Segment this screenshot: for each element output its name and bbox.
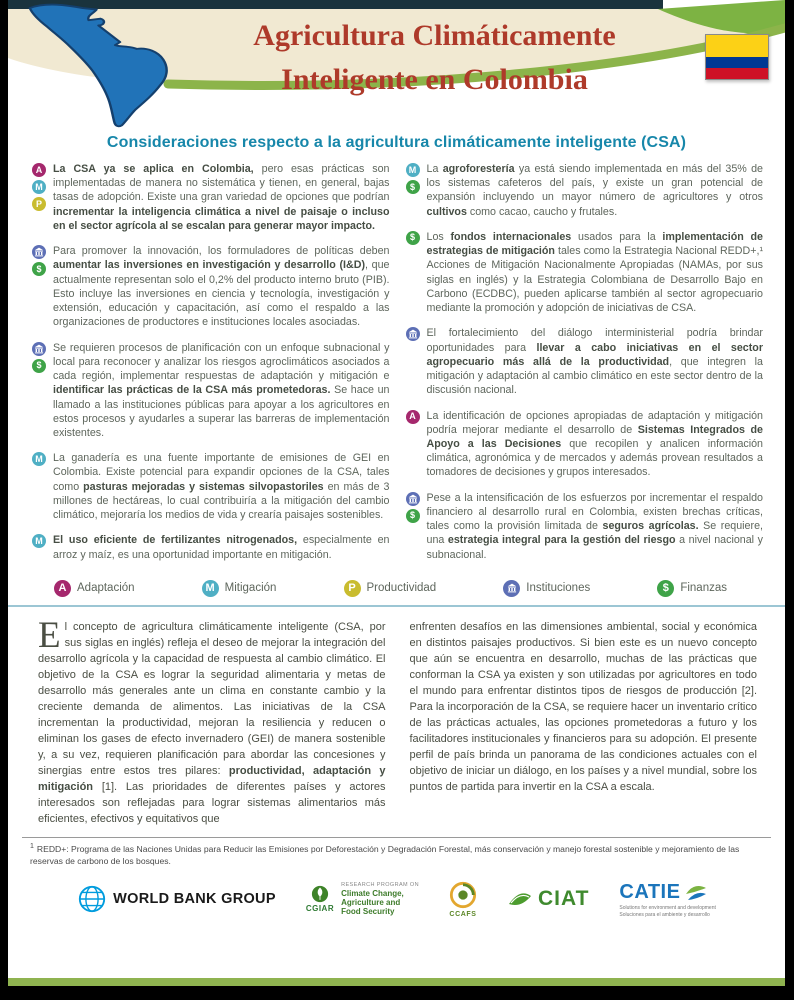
program-line: Food Security <box>341 907 395 917</box>
bullet-icons <box>32 162 46 233</box>
text-segment: pero esas prácticas son implementadas de manera no sistemática y tienen, en general, bajas tasas de adopción. Existe una gran variedad de opciones que podrían <box>53 163 390 204</box>
legend-item-mitigation <box>202 580 277 597</box>
page-title <box>168 14 701 101</box>
adaptation-icon: A <box>32 163 46 177</box>
text-segment: , que integren la mitigación y adaptación al cambio climático en este sector dentro de la discusión nacional. <box>426 355 763 397</box>
footnote-marker: 1 <box>30 843 34 851</box>
key-messages <box>8 152 785 573</box>
finance-icon: $ <box>406 180 420 194</box>
bullet-text <box>427 162 764 219</box>
key-messages-right-column <box>406 162 764 573</box>
text-segment: enfrenten desafíos en las dimensiones ambiental, social y económica en distintos paisajes productivos. Si bien este es un nuevo concepto que aún se encuentra en desarrollo, muchas de las prácticas que conforman la CSA ya existen y son utilizadas por agricultores en todo el mundo para enfrentar distintos tipos de riesgos de producción [2]. Para la incorporación de la CSA, se requiere hacer un inventario crítico de las prácticas actuales, las opciones prometedoras a futuro y los facilitadores institucionales y financieros para su adopción. El presente perfil de país brinda un panorama de las condiciones actuales con el objetivo de iniciar un diálogo, en los países y a nivel mundial, sobre los puntos de partida para invertir en la CSA a escala. <box>409 620 757 794</box>
flag-blue-band <box>706 57 768 68</box>
bullet-item <box>406 162 764 219</box>
text-segment: tales como la Estrategia Nacional REDD+,¹ Acciones de Mitigación Nacionalmente Apropiadas (NAMAs, por sus siglas en inglés) y la Estrategia Colombiana de Desarrollo Bajo en Carbono (ECDBC), pueden aplicarse también al sector agropecuario mediante la promoción y adopción de iniciativas de CSA. <box>426 245 764 315</box>
productivity-icon: P <box>344 580 361 597</box>
cgiar-ccafs-logo <box>306 882 419 916</box>
intro-section <box>8 607 785 828</box>
title-line-2: Inteligente en Colombia <box>281 62 588 96</box>
catie-tagline <box>619 905 715 918</box>
text-segment: Los <box>426 230 451 243</box>
institutions-icon <box>32 342 46 356</box>
legend-label: Instituciones <box>526 582 591 595</box>
text-segment: aumentar las inversiones en investigación y desarrollo (I&D) <box>53 259 366 272</box>
bullet-icons <box>406 409 420 480</box>
ccafs-emblem-icon <box>449 881 477 909</box>
bullet-icons <box>32 244 46 329</box>
colombia-flag-icon <box>705 34 769 80</box>
intro-paragraph-right <box>410 619 758 828</box>
finance-icon: $ <box>657 580 674 597</box>
institutions-icon <box>32 245 46 259</box>
bullet-text <box>53 451 390 522</box>
text-segment: Para promover la innovación, los formuladores de políticas deben <box>53 245 390 258</box>
bullet-icons <box>406 230 420 315</box>
bullet-item <box>406 491 764 562</box>
catie-logo <box>619 880 715 918</box>
program-line: RESEARCH PROGRAM ON <box>341 882 419 889</box>
bullet-text <box>427 326 764 397</box>
institutions-icon <box>406 327 420 341</box>
adaptation-icon: A <box>54 580 71 597</box>
institutions-icon <box>406 492 420 506</box>
text-segment: en más de 3 millones de hectáreas, lo cual contribuiría a la mitigación del cambio climático, mejoraría los medios de vida y crearía paisajes sostenibles. <box>53 480 390 522</box>
text-segment: Se requiere, una <box>426 520 763 547</box>
catie-swirl-icon <box>684 880 708 904</box>
bullet-item <box>406 409 764 480</box>
footnote-text: REDD+: Programa de las Naciones Unidas para Reducir las Emisiones por Deforestación y Degradación Forestal, más conservación y manejo forestal sostenible y mejoramiento de las reservas de carbono de los bosques. <box>30 844 740 867</box>
catie-tagline-line: Soluciones para el ambiente y desarrollo <box>619 911 710 918</box>
institutions-icon <box>503 580 520 597</box>
bullet-item <box>406 326 764 397</box>
bullet-item <box>32 341 390 441</box>
mitigation-icon: M <box>202 580 219 597</box>
finance-icon: $ <box>406 509 420 523</box>
bullet-text <box>427 230 764 315</box>
legend-label: Mitigación <box>224 582 277 595</box>
text-segment: pasturas mejoradas y sistemas silvopastoriles <box>83 480 324 493</box>
flag-red-band <box>706 68 768 79</box>
adaptation-icon: A <box>406 410 420 424</box>
text-segment: fondos internacionales <box>450 230 572 243</box>
program-line: Agriculture and <box>341 897 401 907</box>
bullet-item <box>32 533 390 561</box>
finance-icon: $ <box>32 262 46 276</box>
intro-left-text <box>38 614 386 826</box>
world-bank-label: WORLD BANK GROUP <box>113 891 276 908</box>
ccafs-logo <box>449 881 477 918</box>
text-segment: [1]. Las prioridades de diferentes países y actores interesados son reflejadas para lograr sistemas alimentarios más eficientes, efectivos y equitativos que <box>38 781 386 826</box>
page-header <box>8 0 785 130</box>
latin-america-map-icon <box>20 2 172 129</box>
bullet-item <box>32 451 390 522</box>
catie-row <box>619 880 708 904</box>
intro-paragraph-left <box>38 614 386 828</box>
mitigation-icon: M <box>32 534 46 548</box>
bullet-text <box>427 491 764 562</box>
bullet-text <box>53 533 390 561</box>
legend-label: Adaptación <box>77 582 135 595</box>
text-segment: , que actualmente representan solo el 0,2% del producto interno bruto (PIB). Esto incluye las inversiones en ciencia y tecnología, investigación y extensión, educación y capacitación, así como el respaldo a las organizaciones de productores e instituciones locales asociadas. <box>53 259 390 329</box>
bottom-green-bar <box>8 978 785 986</box>
legend-label: Finanzas <box>680 582 727 595</box>
finance-icon: $ <box>406 231 420 245</box>
mitigation-icon: M <box>32 180 46 194</box>
bullet-icons <box>406 162 420 219</box>
key-messages-left-column <box>32 162 390 573</box>
bullet-text <box>53 162 390 233</box>
text-segment: La identificación de opciones apropiadas de adaptación y mitigación podría mejorar mediante el desarrollo de <box>426 409 763 436</box>
cgiar-label: CGIAR <box>305 904 335 914</box>
legend-item-institutions <box>503 580 590 597</box>
text-segment: identificar las prácticas de la CSA más prometedoras. <box>53 384 331 397</box>
text-segment: productividad, adaptación y mitigación <box>38 765 386 794</box>
legend-label: Productividad <box>366 582 437 595</box>
legend-item-productivity <box>344 580 437 597</box>
ciat-leaf-icon <box>507 886 533 912</box>
bullet-item <box>32 162 390 233</box>
catie-tagline-line: Solutions for environment and development <box>619 905 716 912</box>
legend-item-finance <box>657 580 727 597</box>
text-segment: Se requieren procesos de planificación con un enfoque subnacional y local para reconocer y analizar los riesgos agroclimáticos asociados a cada región, implementar respuestas de adaptación y mitigación e <box>53 341 390 383</box>
ciat-label: CIAT <box>537 887 590 911</box>
productivity-icon: P <box>32 197 46 211</box>
text-segment: a nivel nacional y subnacional. <box>426 534 763 561</box>
text-segment: como cacao, caucho y frutales. <box>466 205 618 218</box>
text-segment: cultivos <box>426 205 467 218</box>
text-segment: incrementar la inteligencia climática a nivel de paisaje o incluso en el sector agrícola al se escalan para generar mayor impacto. <box>53 205 390 232</box>
cgiar-plant-icon <box>311 885 329 903</box>
text-segment: agroforestería <box>442 163 515 175</box>
bullet-text <box>427 409 764 480</box>
text-segment: Pese a la intensificación de los esfuerzos por incrementar el respaldo financiero al desarrollo rural en Colombia, existen brechas críticas, tales como la provisión limitada de <box>426 491 763 533</box>
text-segment: La ganadería es una fuente importante de emisiones de GEI en Colombia. Existe potencial para expandir opciones de la CSA, tales como <box>53 452 390 493</box>
bullet-text <box>53 341 390 441</box>
ccafs-program-text <box>341 882 419 916</box>
dropcap: E <box>38 614 61 656</box>
finance-icon: $ <box>32 359 46 373</box>
bullet-icons <box>32 451 46 522</box>
text-segment: Se hace un llamado a las instituciones públicas para apoyar a los agricultores en estos procesos y ayudarles a superar las barreras de implementación existentes. <box>53 384 390 439</box>
text-segment: La CSA ya se aplica en Colombia, <box>53 163 254 175</box>
ciat-logo <box>507 886 589 912</box>
text-segment: l concepto de agricultura climáticamente inteligente (CSA, por sus siglas en inglés) refleja el deseo de mejorar la integración del desarrollo agrícola y la capacidad de respuesta al cambio climático. El objetivo de la CSA es lograr la seguridad alimentaria y metas de desarrollo más generales ante un clima en constante cambio y la creciente demanda de alimentos. Las iniciativas de la CSA incrementan la productividad, mejoran la resiliencia y reducen o eliminan los gases de efecto invernadero (GEI) de manera sostenible y, a su vez, requieren planificación para abordar las concesiones y sinergias entre estos tres pilares: <box>38 620 386 778</box>
text-segment: que recopilen y analicen información climática, agronómica y de mercados y además provean resultados a tomadores de decisiones y grupos interesados. <box>426 437 763 479</box>
bullet-item <box>32 244 390 329</box>
footer-logos <box>8 867 785 923</box>
text-segment: especialmente en arroz y maíz, es una oportunidad importante en mitigación. <box>53 534 390 561</box>
footnote <box>22 837 771 867</box>
bullet-icons <box>32 533 46 561</box>
text-segment: La <box>426 163 443 175</box>
document-page <box>8 0 785 986</box>
bullet-icons <box>406 326 420 397</box>
text-segment: usados para la <box>571 230 663 243</box>
bullet-icons <box>32 341 46 441</box>
catie-label: CATIE <box>619 880 681 903</box>
text-segment: implementación de estrategias de mitigación <box>426 230 763 258</box>
text-segment: El fortalecimiento del diálogo interministerial podría brindar oportunidades para <box>426 327 763 354</box>
mitigation-icon: M <box>406 163 420 177</box>
text-segment: estrategia integral para la gestión del riesgo <box>447 534 676 547</box>
mitigation-icon: M <box>32 452 46 466</box>
section-heading: Consideraciones respecto a la agricultura climáticamente inteligente (CSA) <box>106 134 687 151</box>
bullet-item <box>406 230 764 315</box>
bullet-icons <box>406 491 420 562</box>
text-segment: ya está siendo implementada en más del 35% de los sistemas cafeteros del país, y existe un gran potencial de expansión incluyendo un mayor número de agricultores y otros <box>426 163 763 204</box>
world-bank-globe-icon <box>77 884 107 914</box>
cgiar-icon-block <box>306 885 334 913</box>
icon-legend <box>8 573 785 605</box>
text-segment: El uso eficiente de fertilizantes nitrogenados, <box>53 534 298 547</box>
text-segment: Sistemas Integrados de Apoyo a las Decisiones <box>426 423 763 450</box>
world-bank-logo <box>77 884 276 914</box>
title-line-1: Agricultura Climáticamente <box>253 19 616 52</box>
legend-item-adaptation <box>54 580 135 597</box>
intro-right-text <box>410 621 758 793</box>
flag-yellow-band <box>706 35 768 57</box>
ccafs-label: CCAFS <box>449 910 477 918</box>
bullet-text <box>53 244 390 329</box>
text-segment: seguros agrícolas. <box>602 520 699 533</box>
program-line: Climate Change, <box>341 888 404 898</box>
text-segment: llevar a cabo iniciativas en el sector agropecuario más allá de la productividad <box>426 341 763 368</box>
